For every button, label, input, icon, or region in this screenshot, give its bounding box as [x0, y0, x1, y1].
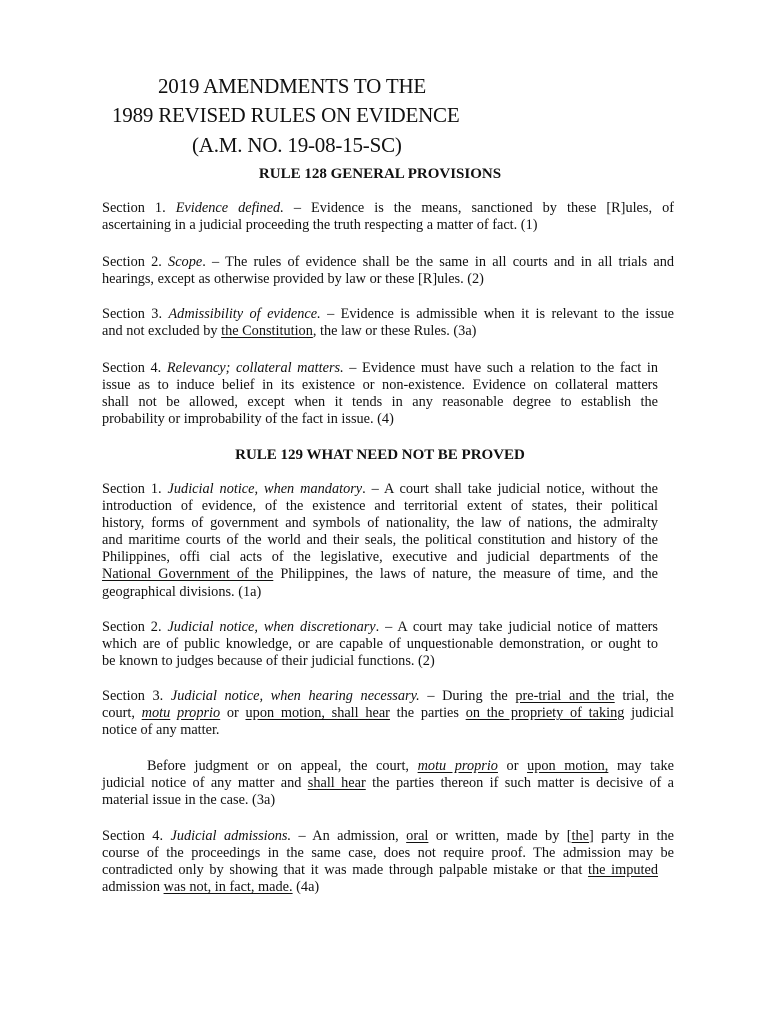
underlined-text: National Government of the: [102, 566, 274, 583]
section-text: be known to judges because of their judicial functions. (2): [102, 653, 435, 670]
section-title: Admissibility of evidence.: [168, 306, 321, 322]
section-text: ] party in the: [589, 828, 674, 844]
section-title: Evidence defined.: [175, 200, 284, 216]
underlined-text: shall hear: [307, 775, 366, 792]
section-text: [170, 705, 177, 721]
section-text: or written, made by [: [428, 828, 572, 844]
underlined-text: pre-trial and the: [515, 688, 615, 704]
underlined-text: proprio: [177, 705, 221, 722]
underlined-text: the imputed: [587, 862, 658, 879]
document-title-line-2: 1989 REVISED RULES ON EVIDENCE: [112, 103, 460, 127]
section-text: trial, the: [614, 688, 675, 704]
section-text: judicial: [624, 705, 674, 722]
section-text: material issue in the case. (3a): [102, 792, 276, 809]
section-text: geographical divisions. (1a): [102, 583, 262, 600]
section-text: – Evidence must have such a relation to the fact in: [343, 360, 658, 376]
section-title: Judicial notice, when hearing necessary.: [170, 688, 420, 704]
section-number: Section 4.: [102, 828, 171, 844]
rule-129-heading: RULE 129 WHAT NEED NOT BE PROVED: [235, 447, 525, 463]
underlined-text: motu proprio: [417, 758, 498, 774]
underlined-text: the: [571, 828, 589, 844]
section-text: and not excluded by: [102, 323, 222, 340]
underlined-text: upon motion,: [527, 758, 609, 774]
section-text: Philippines, offi cial acts of the legislative, executive and judicial departments of the: [102, 549, 658, 566]
rule129-section-1: [102, 481, 658, 601]
rule129-section-3: [102, 688, 674, 739]
section-text: – During the: [419, 688, 516, 704]
section-text: , the law or these Rules. (3a): [312, 323, 477, 340]
section-number: Section 4.: [102, 360, 167, 376]
section-title: Judicial notice, when discretionary: [167, 619, 376, 635]
section-text: the parties: [389, 705, 466, 722]
underlined-text: on the propriety of taking: [465, 705, 625, 722]
section-text: Philippines, the laws of nature, the measure of time, and the: [273, 566, 658, 583]
document-title-line-1: 2019 AMENDMENTS TO THE: [158, 74, 427, 98]
section-text: – Evidence is admissible when it is relevant to the issue: [320, 306, 674, 322]
underlined-text: upon motion, shall hear: [245, 705, 390, 722]
section-number: Section 3.: [102, 688, 171, 704]
section-text: – Evidence is the means, sanctioned by these [R]ules, of: [283, 200, 674, 216]
section-text: or: [220, 705, 246, 722]
section-number: Section 2.: [102, 619, 168, 635]
rule128-section-2: [102, 254, 674, 288]
section-number: Section 2.: [102, 254, 169, 270]
section-text: court,: [102, 705, 142, 722]
section-text: history, forms of government and symbols of nationality, the law of nations, the admiralty: [102, 515, 658, 532]
section-text: course of the proceedings in the same case, does not require proof. The admission may be: [102, 845, 674, 862]
section-number: Section 1.: [102, 481, 168, 497]
section-text: . – A court shall take judicial notice, without the: [362, 481, 658, 497]
section-text: notice of any matter.: [102, 722, 220, 739]
section-text: contradicted only by showing that it was made through palpable mistake or that: [102, 862, 588, 879]
section-text: introduction of evidence, of the existence and territorial extent of states, their political: [102, 498, 658, 515]
section-text: (4a): [292, 879, 320, 896]
section-text: or: [497, 758, 528, 774]
section-text: which are of public knowledge, or are capable of unquestionable demonstration, or ought to: [102, 636, 658, 653]
section-number: Section 1.: [102, 200, 176, 216]
section-text: Before judgment or on appeal, the court,: [147, 758, 418, 774]
section-text: . – The rules of evidence shall be the same in all courts and in all trials and: [202, 254, 674, 270]
section-text: ascertaining in a judicial proceeding the truth respecting a matter of fact. (1): [102, 217, 538, 234]
rule129-section-4: [102, 828, 674, 896]
section-text: probability or improbability of the fact in issue. (4): [102, 411, 394, 428]
rule128-section-1: [102, 200, 674, 234]
section-text: the parties thereon if such matter is decisive of a: [365, 775, 675, 792]
underlined-text: the Constitution: [221, 323, 313, 340]
section-text: – An admission,: [291, 828, 407, 844]
underlined-text: oral: [406, 828, 429, 844]
rule129-section-3-paragraph-2: [102, 758, 674, 809]
section-number: Section 3.: [102, 306, 169, 322]
section-title: Scope: [168, 254, 203, 270]
section-text: hearings, except as otherwise provided by law or these [R]ules. (2): [102, 271, 484, 288]
section-text: admission: [102, 879, 164, 896]
section-title: Judicial notice, when mandatory: [167, 481, 363, 497]
section-text: and maritime courts of the world and their seals, the political constitution and history of the: [102, 532, 658, 549]
underlined-text: motu: [141, 705, 171, 722]
rule-128-heading: RULE 128 GENERAL PROVISIONS: [258, 166, 502, 182]
section-title: Relevancy; collateral matters.: [166, 360, 344, 376]
section-text: shall not be allowed, except when it tends in any reasonable degree to establish the: [102, 394, 658, 411]
section-text: judicial notice of any matter and: [102, 775, 308, 792]
section-text: issue as to induce belief in its existence or non-existence. Evidence on collateral matters: [102, 377, 658, 394]
rule128-section-4: [102, 360, 658, 428]
document-title-line-3: (A.M. NO. 19-08-15-SC): [192, 133, 402, 157]
section-text: may take: [608, 758, 674, 774]
section-title: Judicial admissions.: [170, 828, 292, 844]
rule129-section-2: [102, 619, 658, 670]
section-text: . – A court may take judicial notice of matters: [375, 619, 658, 635]
rule128-section-3: [102, 306, 674, 340]
underlined-text: was not, in fact, made.: [163, 879, 293, 896]
